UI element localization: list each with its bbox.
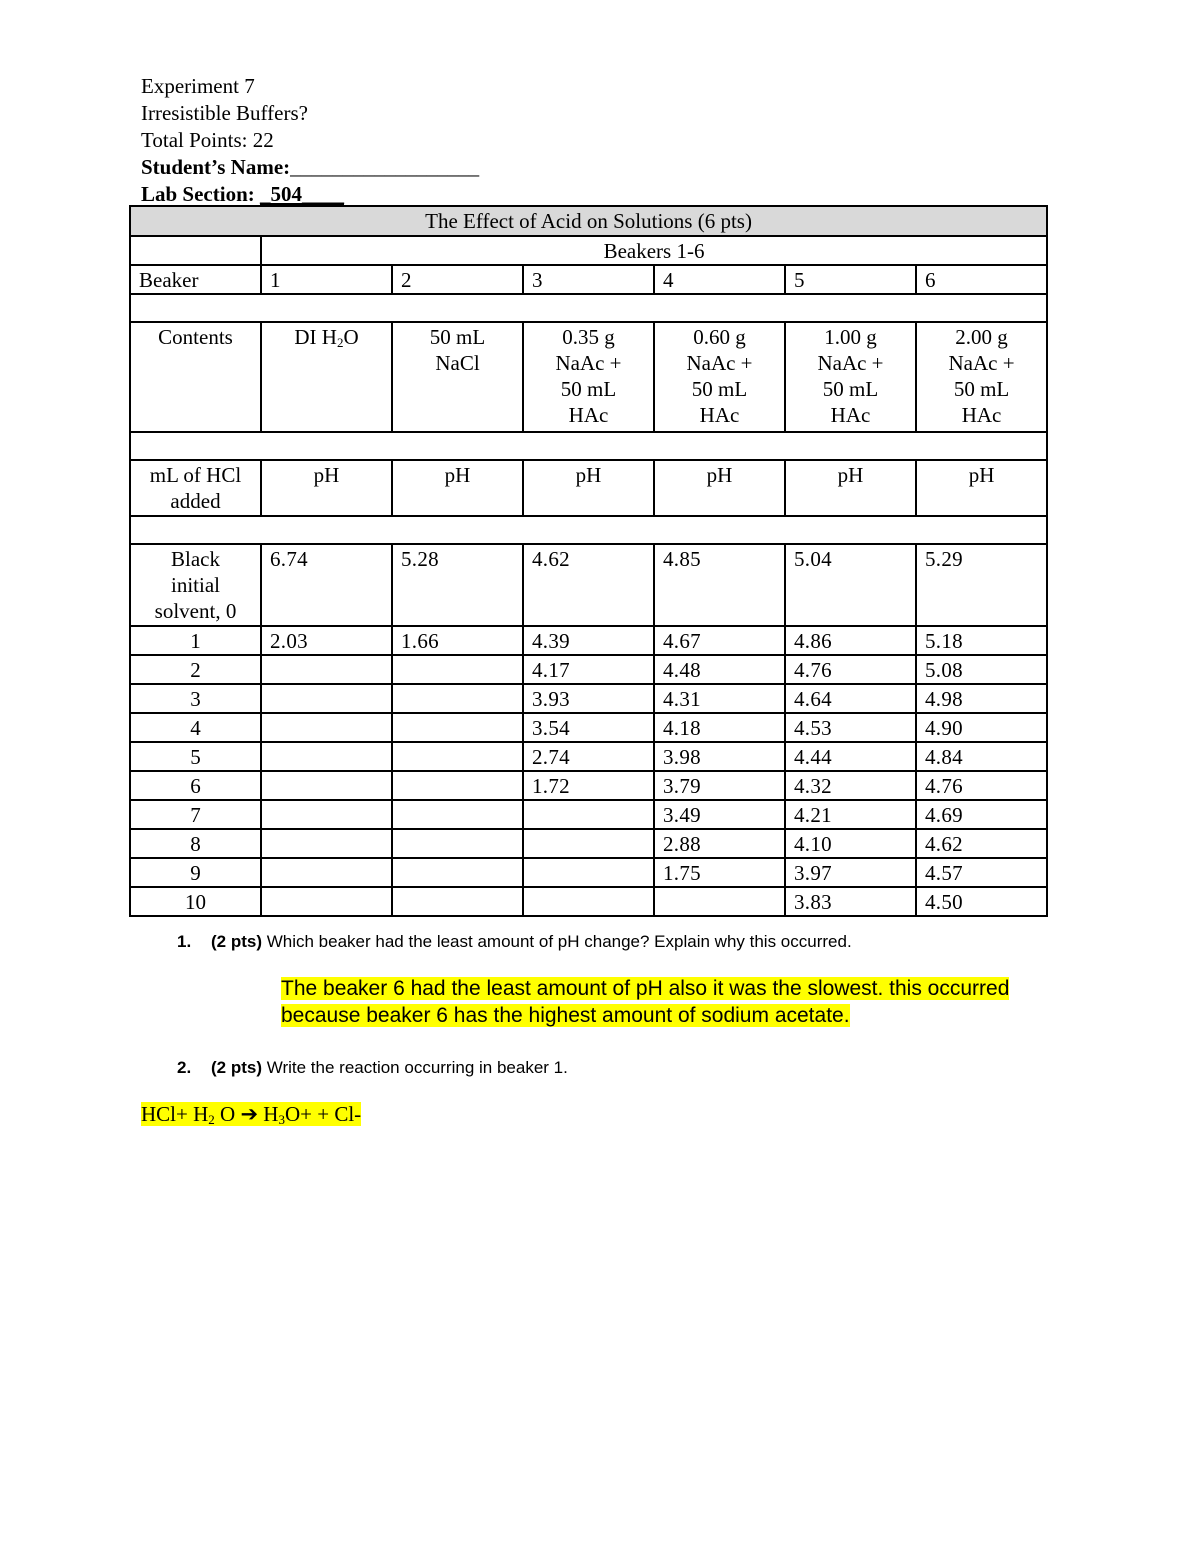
hcl-label-line: added: [170, 489, 221, 513]
equation-product-h: H: [258, 1102, 279, 1126]
contents-line: HAc: [830, 403, 871, 427]
ph-value: 4.69: [916, 800, 1047, 829]
ph-value: [392, 713, 523, 742]
ph-column-header: pH: [261, 460, 392, 516]
contents-line: NaAc +: [948, 351, 1015, 375]
ph-value: 2.03: [261, 626, 392, 655]
hcl-ml-value: 5: [130, 742, 261, 771]
ph-value: 3.98: [654, 742, 785, 771]
ph-value: 4.62: [523, 544, 654, 626]
ph-value: 4.67: [654, 626, 785, 655]
ph-value: [261, 771, 392, 800]
ph-value: [523, 800, 654, 829]
document-header: [141, 73, 479, 208]
total-points: Total Points: 22: [141, 128, 274, 152]
hcl-ml-value: 4: [130, 713, 261, 742]
beaker-number: 1: [261, 265, 392, 294]
beaker-contents: [392, 322, 523, 432]
ph-value: 3.54: [523, 713, 654, 742]
question-2-number: 2.: [177, 1058, 192, 1077]
ph-data-row: [130, 829, 1047, 858]
ph-value: [261, 742, 392, 771]
contents-line: NaAc +: [817, 351, 884, 375]
ph-value: 3.49: [654, 800, 785, 829]
question-1-text: Which beaker had the least amount of pH change? Explain why this occurred.: [262, 932, 852, 951]
contents-row: [130, 322, 1047, 432]
contents-line: 50 mL: [691, 377, 748, 401]
contents-line: [270, 324, 383, 350]
reaction-arrow-icon: ➔: [240, 1103, 259, 1126]
equation-reactant-water: O: [214, 1102, 241, 1126]
ph-value: [392, 800, 523, 829]
lab-section-value: _504____: [260, 182, 345, 206]
beaker-number: 3: [523, 265, 654, 294]
ph-value: 5.28: [392, 544, 523, 626]
ph-value: [523, 887, 654, 916]
ph-value: [654, 887, 785, 916]
ph-data-row: [130, 742, 1047, 771]
question-2: [177, 1058, 568, 1078]
ph-data-row: [130, 887, 1047, 916]
ph-header-row: [130, 460, 1047, 516]
ph-value: 4.76: [916, 771, 1047, 800]
equation-reactant-hcl: HCl+ H: [141, 1102, 209, 1126]
ph-value: 1.75: [654, 858, 785, 887]
beaker-number-row: [130, 265, 1047, 294]
contents-line: 1.00 g: [824, 325, 877, 349]
beaker-contents: [785, 322, 916, 432]
initial-label-line: initial: [171, 573, 220, 597]
ph-data-row: [130, 858, 1047, 887]
lab-section-label: Lab Section:: [141, 182, 261, 206]
question-2-text: Write the reaction occurring in beaker 1.: [262, 1058, 568, 1077]
student-name-line: [141, 154, 479, 181]
question-1-points: (2 pts): [211, 932, 262, 951]
ph-value: [261, 800, 392, 829]
hcl-ml-value: 3: [130, 684, 261, 713]
equation-subscript: 3: [278, 1112, 285, 1127]
beakers-header-row: [130, 236, 1047, 265]
ph-value: 1.66: [392, 626, 523, 655]
contents-line: 0.60 g: [693, 325, 746, 349]
ph-data-row: [130, 771, 1047, 800]
ph-value: 4.31: [654, 684, 785, 713]
contents-line: NaAc +: [686, 351, 753, 375]
spacer-row: [130, 294, 1047, 322]
contents-line: HAc: [699, 403, 740, 427]
initial-label-line: Black: [171, 547, 220, 571]
ph-value: 4.84: [916, 742, 1047, 771]
ph-value: 3.93: [523, 684, 654, 713]
ph-value: 5.04: [785, 544, 916, 626]
contents-line: HAc: [961, 403, 1002, 427]
experiment-number: Experiment 7: [141, 74, 255, 98]
ph-value: [261, 887, 392, 916]
contents-line: NaCl: [435, 351, 480, 375]
ph-column-header: pH: [916, 460, 1047, 516]
ph-value: 3.83: [785, 887, 916, 916]
ph-value: [261, 858, 392, 887]
spacer-row: [130, 516, 1047, 544]
hcl-ml-value: 7: [130, 800, 261, 829]
ph-value: 3.97: [785, 858, 916, 887]
contents-text: O: [343, 325, 359, 349]
spacer-row: [130, 432, 1047, 460]
ph-value: 4.32: [785, 771, 916, 800]
ph-value: 4.50: [916, 887, 1047, 916]
ph-value: 4.62: [916, 829, 1047, 858]
spacer-cell: [130, 516, 1047, 544]
ph-value: 4.18: [654, 713, 785, 742]
ph-value: 4.86: [785, 626, 916, 655]
beaker-contents: [916, 322, 1047, 432]
ph-column-header: pH: [654, 460, 785, 516]
ph-value: 4.85: [654, 544, 785, 626]
answer-1: [281, 975, 1009, 1029]
spacer-cell: [130, 294, 1047, 322]
ph-value: [261, 655, 392, 684]
answer-1-line-1: The beaker 6 had the least amount of pH also it was the slowest. this occurred: [281, 977, 1010, 1000]
hcl-ml-value: 1: [130, 626, 261, 655]
question-1: [177, 932, 852, 952]
beaker-number: 5: [785, 265, 916, 294]
question-2-points: (2 pts): [211, 1058, 262, 1077]
ph-column-header: pH: [785, 460, 916, 516]
contents-line: HAc: [568, 403, 609, 427]
ph-column-header: pH: [523, 460, 654, 516]
ph-column-header: pH: [392, 460, 523, 516]
ph-value: 4.98: [916, 684, 1047, 713]
table-title: The Effect of Acid on Solutions (6 pts): [130, 206, 1047, 236]
ph-value: [261, 684, 392, 713]
initial-label-line: solvent, 0: [154, 599, 237, 623]
hcl-label-line: mL of HCl: [149, 463, 242, 487]
student-name-label: Student’s Name:: [141, 155, 291, 179]
contents-line: 2.00 g: [955, 325, 1008, 349]
acid-effect-table: [129, 205, 1048, 917]
ph-value: [523, 858, 654, 887]
ph-value: 2.88: [654, 829, 785, 858]
contents-line: 50 mL: [822, 377, 879, 401]
ph-value: [392, 829, 523, 858]
contents-subscript: 2: [336, 335, 344, 350]
contents-line: 50 mL: [560, 377, 617, 401]
beaker-number: 6: [916, 265, 1047, 294]
equation-products: O+ + Cl-: [284, 1102, 362, 1126]
contents-line: 0.35 g: [562, 325, 615, 349]
ph-value: 5.08: [916, 655, 1047, 684]
initial-row: [130, 544, 1047, 626]
ph-value: [392, 771, 523, 800]
contents-line: 50 mL: [429, 325, 486, 349]
ph-value: [261, 829, 392, 858]
beaker-number: 2: [392, 265, 523, 294]
equation-subscript: 2: [208, 1112, 215, 1127]
ph-value: [523, 829, 654, 858]
question-1-number: 1.: [177, 932, 192, 951]
hcl-added-label: [130, 460, 261, 516]
ph-value: 4.10: [785, 829, 916, 858]
contents-label: Contents: [130, 322, 261, 432]
ph-data-row: [130, 626, 1047, 655]
ph-data-row: [130, 655, 1047, 684]
student-name-blank: __________________: [290, 155, 480, 179]
hcl-ml-value: 9: [130, 858, 261, 887]
beakers-header: Beakers 1-6: [261, 236, 1047, 265]
ph-value: 4.17: [523, 655, 654, 684]
ph-value: 4.57: [916, 858, 1047, 887]
beaker-number: 4: [654, 265, 785, 294]
lab-section-line: [141, 181, 479, 208]
ph-value: 3.79: [654, 771, 785, 800]
contents-text: DI H: [294, 325, 337, 349]
ph-value: 5.29: [916, 544, 1047, 626]
table-title-row: [130, 206, 1047, 236]
ph-value: 4.53: [785, 713, 916, 742]
answer-2-equation: [141, 1101, 361, 1128]
beaker-contents: [261, 322, 392, 432]
beaker-contents: [654, 322, 785, 432]
hcl-ml-value: 2: [130, 655, 261, 684]
ph-value: 1.72: [523, 771, 654, 800]
ph-value: 2.74: [523, 742, 654, 771]
spacer-cell: [130, 432, 1047, 460]
contents-line: NaAc +: [555, 351, 622, 375]
ph-value: [392, 858, 523, 887]
ph-value: 4.64: [785, 684, 916, 713]
ph-value: 4.39: [523, 626, 654, 655]
ph-value: 4.44: [785, 742, 916, 771]
ph-value: [261, 713, 392, 742]
ph-value: [392, 655, 523, 684]
ph-data-row: [130, 713, 1047, 742]
experiment-title: Irresistible Buffers?: [141, 101, 308, 125]
beaker-label: Beaker: [130, 265, 261, 294]
ph-data-row: [130, 800, 1047, 829]
ph-value: [392, 684, 523, 713]
ph-value: 5.18: [916, 626, 1047, 655]
ph-value: 4.90: [916, 713, 1047, 742]
empty-cell: [130, 236, 261, 265]
ph-value: 4.48: [654, 655, 785, 684]
hcl-ml-value: 8: [130, 829, 261, 858]
ph-data-row: [130, 684, 1047, 713]
answer-1-line-2: because beaker 6 has the highest amount of sodium acetate.: [281, 1004, 850, 1027]
ph-value: [392, 887, 523, 916]
ph-value: 4.21: [785, 800, 916, 829]
hcl-ml-value: 10: [130, 887, 261, 916]
ph-value: [392, 742, 523, 771]
beaker-contents: [523, 322, 654, 432]
ph-value: 6.74: [261, 544, 392, 626]
hcl-ml-value: 6: [130, 771, 261, 800]
contents-line: 50 mL: [953, 377, 1010, 401]
ph-value: 4.76: [785, 655, 916, 684]
initial-solvent-label: [130, 544, 261, 626]
